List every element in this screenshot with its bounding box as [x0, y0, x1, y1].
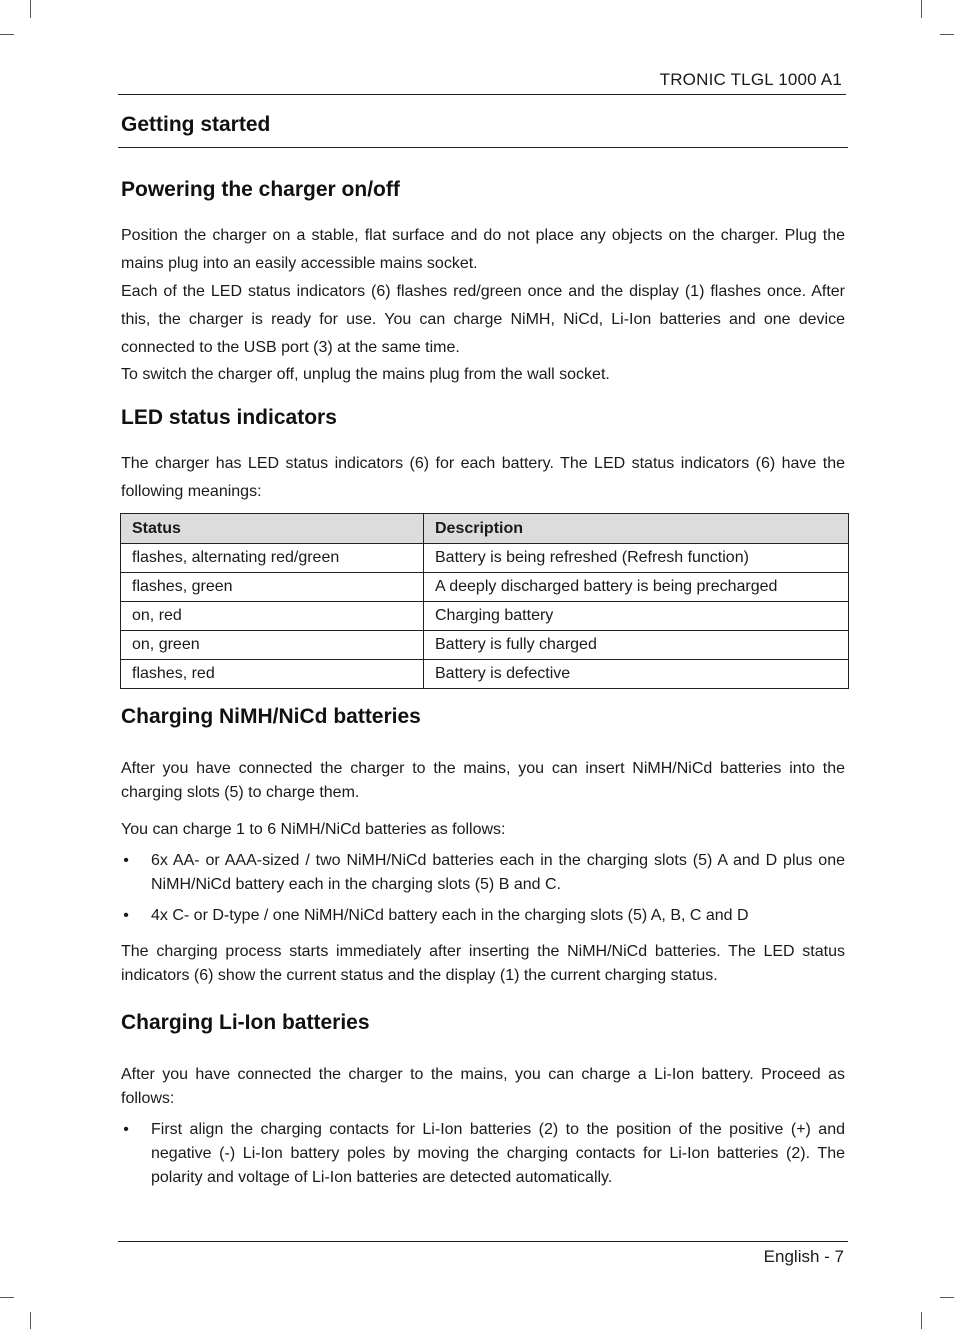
table-cell-description: Charging battery	[424, 602, 849, 631]
table-cell-description: Battery is defective	[424, 660, 849, 689]
table-cell-status: on, green	[121, 631, 424, 660]
led-status-table	[120, 513, 849, 689]
crop-mark	[30, 1312, 31, 1329]
table-cell-status: flashes, alternating red/green	[121, 544, 424, 573]
table-cell-status: on, red	[121, 602, 424, 631]
crop-mark	[30, 0, 31, 18]
footer-page-number: English - 7	[763, 1247, 844, 1266]
heading-powering: Powering the charger on/off	[121, 178, 400, 201]
powering-paragraph-1: Position the charger on a stable, flat surface and do not place any objects on the charger. Plug the mains plug into an easily accessible mains socket.	[121, 227, 845, 272]
bullet-icon: •	[123, 907, 129, 924]
crop-mark	[0, 1297, 14, 1298]
list-item-text: First align the charging contacts for Li-Ion batteries (2) to the position of the positive (+) and negative (-) Li-Ion battery poles by moving the charging contacts for Li-Ion batteries (2). The polarity and voltage of Li-Ion batteries are detected automatically.	[151, 1121, 845, 1186]
nimh-paragraph-3: The charging process starts immediately after inserting the NiMH/NiCd batteries. The LED status indicators (6) show the current status and the display (1) the current charging status.	[121, 943, 845, 984]
list-item	[121, 849, 845, 897]
list-item-text: 6x AA- or AAA-sized / two NiMH/NiCd batteries each in the charging slots (5) A and D plus one NiMH/NiCd battery each in the charging slots (5) B and C.	[151, 852, 845, 893]
section-title: Getting started	[121, 113, 271, 136]
table-row	[121, 602, 849, 631]
table-cell-status: flashes, green	[121, 573, 424, 602]
page-header	[118, 68, 846, 95]
nimh-paragraph-1: After you have connected the charger to the mains, you can insert NiMH/NiCd batteries into the charging slots (5) to charge them.	[121, 760, 845, 801]
table-cell-description: Battery is being refreshed (Refresh function)	[424, 544, 849, 573]
table-row	[121, 660, 849, 689]
heading-liion: Charging Li-Ion batteries	[121, 1011, 370, 1034]
led-intro-paragraph: The charger has LED status indicators (6) for each battery. The LED status indicators (6) have the following meanings:	[121, 455, 845, 500]
list-item	[121, 1118, 845, 1190]
table-row	[121, 631, 849, 660]
table-cell-status: flashes, red	[121, 660, 424, 689]
crop-mark	[940, 1297, 954, 1298]
liion-bullet-list	[121, 1118, 845, 1197]
list-item-text: 4x C- or D-type / one NiMH/NiCd battery each in the charging slots (5) A, B, C and D	[151, 907, 749, 924]
crop-mark	[921, 0, 922, 18]
nimh-paragraph-2: You can charge 1 to 6 NiMH/NiCd batteries as follows:	[121, 821, 506, 838]
crop-mark	[0, 34, 14, 35]
heading-nimh: Charging NiMH/NiCd batteries	[121, 705, 421, 728]
powering-paragraph-2: Each of the LED status indicators (6) flashes red/green once and the display (1) flashes once. After this, the charger is ready for use. You can charge NiMH, NiCd, Li-Ion batteries and one device connected to the USB port (3) at the same time.	[121, 283, 845, 356]
table-row	[121, 544, 849, 573]
nimh-bullet-list	[121, 849, 845, 935]
table-header-status: Status	[121, 514, 424, 544]
list-item	[121, 904, 845, 928]
table-header-row	[121, 514, 849, 544]
table-row	[121, 573, 849, 602]
bullet-icon: •	[123, 852, 129, 869]
page-footer	[118, 1241, 848, 1266]
header-product-name: TRONIC TLGL 1000 A1	[659, 70, 842, 89]
section-title-rule	[118, 147, 848, 148]
table-header-description: Description	[424, 514, 849, 544]
powering-paragraph-3: To switch the charger off, unplug the mains plug from the wall socket.	[121, 366, 610, 383]
table-cell-description: Battery is fully charged	[424, 631, 849, 660]
heading-led-status: LED status indicators	[121, 406, 337, 429]
crop-mark	[940, 34, 954, 35]
table-cell-description: A deeply discharged battery is being precharged	[424, 573, 849, 602]
liion-paragraph-1: After you have connected the charger to the mains, you can charge a Li-Ion battery. Proceed as follows:	[121, 1066, 845, 1107]
bullet-icon: •	[123, 1121, 129, 1138]
crop-mark	[921, 1312, 922, 1329]
